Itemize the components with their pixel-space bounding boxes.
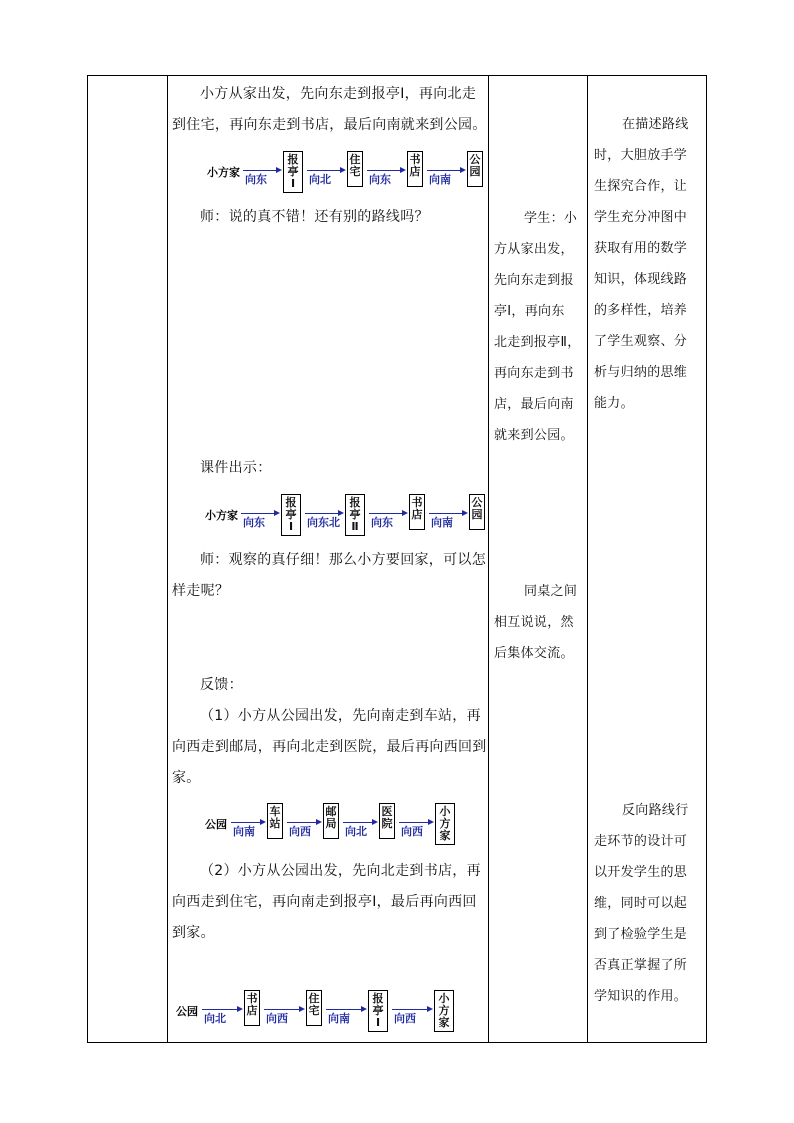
design-intent-line: 生探究合作，让 bbox=[594, 179, 688, 194]
flow-location-box: 公 园 bbox=[469, 494, 485, 530]
student-activity-line: 店，最后向南 bbox=[494, 397, 574, 412]
flow-location-box: 报 亭 Ⅰ bbox=[281, 494, 301, 536]
flow-direction-label: 向东 bbox=[369, 173, 391, 186]
design-intent-line: 走环节的设计可 bbox=[594, 834, 688, 849]
flow-location-box: 书 店 bbox=[409, 494, 425, 530]
flow-direction-label: 向北 bbox=[345, 825, 367, 838]
design-intent-line: 时，大胆放手学 bbox=[594, 148, 688, 163]
flow-direction-label: 向北 bbox=[309, 173, 331, 186]
flow-location-box: 书 店 bbox=[407, 151, 423, 187]
arrow-right-icon bbox=[299, 1006, 305, 1012]
flow-direction-label: 向西 bbox=[289, 825, 311, 838]
student-activity-line: 亭Ⅰ，再向东 bbox=[494, 304, 565, 319]
flow-direction-label: 向南 bbox=[233, 825, 255, 838]
arrow-right-icon bbox=[460, 167, 466, 173]
design-intent-line: 以开发学生的思 bbox=[594, 865, 688, 880]
flow-direction-label: 向东 bbox=[243, 516, 265, 529]
student-activity-line: 相互说说，然 bbox=[494, 615, 574, 630]
arrow-right-icon bbox=[276, 167, 282, 173]
flow-direction-label: 向西 bbox=[401, 825, 423, 838]
arrow-right-icon bbox=[400, 167, 406, 173]
teacher-question: 师：说的真不错！还有别的路线吗？ bbox=[200, 209, 429, 225]
arrow-right-icon bbox=[428, 819, 434, 825]
flow-location-box: 小 方 家 bbox=[434, 990, 454, 1032]
flow-location-box: 小 方 家 bbox=[435, 803, 455, 845]
route-description-line: 小方从家出发，先向东走到报亭Ⅰ，再向北走 bbox=[200, 86, 477, 102]
feedback-1-line: 家。 bbox=[172, 770, 201, 786]
flow-location-box: 邮 局 bbox=[323, 803, 339, 839]
arrow-right-icon bbox=[260, 819, 266, 825]
design-intent-line: 到了检验学生是 bbox=[594, 927, 688, 942]
arrow-right-icon bbox=[462, 510, 468, 516]
flow-direction-label: 向南 bbox=[431, 516, 453, 529]
student-activity-line: 学生：小 bbox=[524, 211, 578, 226]
flow-location-box: 医 院 bbox=[379, 803, 395, 839]
student-activity-line: 再向东走到书 bbox=[494, 366, 574, 381]
column-divider bbox=[167, 76, 168, 1042]
teacher-question-line: 师：观察的真仔细！那么小方要回家，可以怎 bbox=[200, 552, 486, 568]
flow-location-box: 住 宅 bbox=[347, 151, 363, 187]
flow-direction-label: 向东 bbox=[371, 516, 393, 529]
design-intent-line: 学生充分冲图中 bbox=[594, 210, 688, 225]
arrow-right-icon bbox=[237, 1006, 243, 1012]
student-activity-line: 就来到公园。 bbox=[494, 428, 574, 443]
feedback-label: 反馈： bbox=[200, 677, 243, 693]
flow-start-label: 小方家 bbox=[207, 166, 240, 179]
feedback-2-line: （2）小方从公园出发，先向北走到书店，再 bbox=[200, 863, 481, 879]
feedback-1-line: （1）小方从公园出发，先向南走到车站，再 bbox=[200, 708, 481, 724]
flow-direction-label: 向北 bbox=[204, 1012, 226, 1025]
flow-location-box: 住 宅 bbox=[306, 990, 322, 1026]
courseware-label: 课件出示： bbox=[200, 460, 272, 476]
teacher-question-line: 样走呢？ bbox=[172, 583, 230, 599]
flow-location-box: 车 站 bbox=[267, 803, 283, 839]
design-intent-line: 知识，体现线路 bbox=[594, 272, 688, 287]
flow-direction-label: 向东 bbox=[245, 173, 267, 186]
design-intent-line: 在描述路线 bbox=[622, 117, 689, 132]
design-intent-line: 能力。 bbox=[594, 396, 634, 411]
design-intent-line: 否真正掌握了所 bbox=[594, 958, 688, 973]
flow-start-label: 小方家 bbox=[205, 509, 238, 522]
design-intent-line: 学知识的作用。 bbox=[594, 989, 688, 1004]
arrow-right-icon bbox=[316, 819, 322, 825]
flow-location-box: 报 亭 Ⅱ bbox=[345, 494, 365, 536]
flow-direction-label: 向西 bbox=[394, 1012, 416, 1025]
student-activity-line: 后集体交流。 bbox=[494, 646, 574, 661]
feedback-1-line: 向西走到邮局，再向北走到医院，最后再向西回到 bbox=[172, 739, 487, 755]
flow-location-box: 报 亭 Ⅰ bbox=[368, 990, 388, 1032]
column-divider bbox=[488, 76, 489, 1042]
flow-direction-label: 向南 bbox=[429, 173, 451, 186]
flow-location-box: 公 园 bbox=[467, 151, 483, 187]
flow-start-label: 公园 bbox=[176, 1005, 198, 1018]
flow-start-label: 公园 bbox=[205, 818, 227, 831]
design-intent-line: 的多样性，培养 bbox=[594, 303, 688, 318]
arrow-right-icon bbox=[340, 167, 346, 173]
design-intent-line: 了学生观察、分 bbox=[594, 334, 688, 349]
feedback-2-line: 到家。 bbox=[172, 925, 215, 941]
student-activity-line: 先向东走到报 bbox=[494, 273, 574, 288]
arrow-right-icon bbox=[372, 819, 378, 825]
flow-location-box: 报 亭 Ⅰ bbox=[283, 151, 303, 193]
arrow-right-icon bbox=[361, 1006, 367, 1012]
route-description-line: 到住宅，再向东走到书店，最后向南就来到公园。 bbox=[172, 117, 487, 133]
flow-location-box: 书 店 bbox=[244, 990, 260, 1026]
student-activity-line: 北走到报亭Ⅱ， bbox=[494, 335, 581, 350]
arrow-right-icon bbox=[402, 510, 408, 516]
arrow-right-icon bbox=[274, 510, 280, 516]
arrow-right-icon bbox=[427, 1006, 433, 1012]
design-intent-line: 析与归纳的思维 bbox=[594, 365, 688, 380]
student-activity-line: 同桌之间 bbox=[524, 584, 578, 599]
design-intent-line: 获取有用的数学 bbox=[594, 241, 688, 256]
feedback-2-line: 向西走到住宅，再向南走到报亭Ⅰ，最后再向西回 bbox=[172, 894, 477, 910]
flow-direction-label: 向东北 bbox=[307, 516, 340, 529]
design-intent-line: 反向路线行 bbox=[622, 803, 689, 818]
student-activity-line: 方从家出发， bbox=[494, 242, 574, 257]
column-divider bbox=[587, 76, 588, 1042]
flow-direction-label: 向西 bbox=[266, 1012, 288, 1025]
flow-direction-label: 向南 bbox=[328, 1012, 350, 1025]
design-intent-line: 维，同时可以起 bbox=[594, 896, 688, 911]
